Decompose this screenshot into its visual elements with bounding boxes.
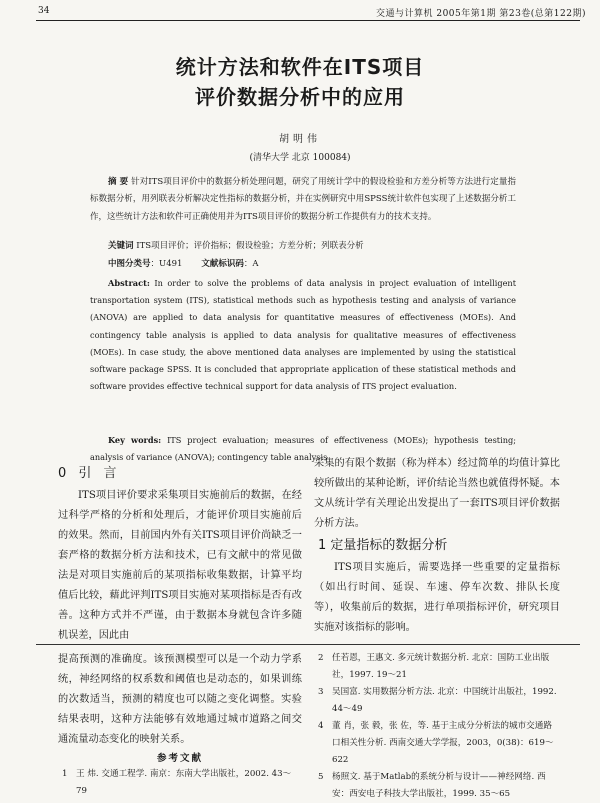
keywords-cn-label: 关键词 <box>108 241 134 251</box>
section-0-body <box>58 486 302 646</box>
abstract-cn-label: 摘 要 <box>108 177 129 187</box>
header-rule <box>36 20 580 21</box>
reference-item <box>314 650 560 684</box>
section-1-heading: 1 定量指标的数据分析 <box>318 538 448 553</box>
reference-number: 4 <box>318 721 324 731</box>
reference-item <box>314 684 560 718</box>
reference-number: 2 <box>318 653 324 663</box>
clc-value: U491 <box>159 259 183 269</box>
references-title: 参考文献 <box>156 753 203 764</box>
section-1-body <box>314 558 560 638</box>
author: 胡明伟 <box>279 134 321 145</box>
section-0-paragraph-cont: 采集的有限个数据（称为样本）经过简单的均值计算比较所做出的某种论断，评价结论当然也就值得怀疑。本文从统计学有关理论出发提出了一套ITS项目评价数据分析方法。 <box>314 458 560 529</box>
reference-text: 吴国富. 实用数据分析方法. 北京：中国统计出版社，1992. 44～49 <box>332 687 557 714</box>
references-list-left <box>58 766 302 800</box>
reference-text: 董 肖，张 毅，张 佐，等. 基于主成分分析法的城市交通路口相关性分析. 西南交通大学学报，2003，0(38)：619～622 <box>332 721 554 765</box>
section-0-heading: 0 引 言 <box>58 466 121 481</box>
paper-title <box>0 52 600 112</box>
doc-code-label: 文献标识码 <box>201 259 244 269</box>
page-number: 34 <box>38 6 50 16</box>
reference-item <box>314 718 560 769</box>
reference-number: 5 <box>318 772 324 782</box>
affiliation: (清华大学 北京 100084) <box>249 153 351 163</box>
reference-text: 王 炜. 交通工程学. 南京：东南大学出版社，2002. 43～79 <box>76 769 292 796</box>
section-0-continuation <box>314 454 560 534</box>
title-line-1: 统计方法和软件在ITS项目 <box>175 55 425 79</box>
doc-code-value: A <box>252 259 259 269</box>
reference-text: 杨照文. 基于Matlab的系统分析与设计——神经网络. 西安：西安电子科技大学出版社，1999. 35～65 <box>332 772 546 799</box>
abstract-en-text: In order to solve the problems of data analysis in project evaluation of intelligent transportation system (ITS), statistical methods such as hypothesis testing and analysis of variance (ANOVA) are applied to data analysis for quantitative measures of effectiveness (MOEs). And contingency table analysis is applied to data analysis for qualitative measures of effectiveness (MOEs). In case study, the above mentioned data analyses are implemented by using the statistical software package SPSS. It is concluded that appropriate application of these statistical methods and software provides effective technical support for data analysis of ITS project evaluation. <box>90 278 516 392</box>
reference-item <box>58 766 302 800</box>
reference-text: 任若恩，王惠文. 多元统计数据分析. 北京：国防工业出版社，1997. 19～21 <box>332 653 550 680</box>
abstract-cn-text: 针对ITS项目评价中的数据分析处理问题，研究了用统计学中的假设检验和方差分析等方法进行定量指标数据分析，用列联表分析解决定性指标的数据分析，并在实例研究中用SPSS统计软件包实现了上述数据分析工作，这些统计方法和软件可正确使用并为ITS项目评价的数据分析工作提供有力的技术支持。 <box>90 177 516 222</box>
page-divider <box>36 644 580 645</box>
clc-label: 中图分类号 <box>108 259 151 269</box>
journal-citation: 交通与计算机 2005年第1期 第23卷(总第122期) <box>375 9 586 19</box>
reference-number: 3 <box>318 687 324 697</box>
references-list-right <box>314 650 560 803</box>
running-header <box>0 4 600 20</box>
section-0-paragraph: ITS项目评价要求采集项目实施前后的数据，在经过科学严格的分析和处理后，才能评价项目实施前后的效果。然而，目前国内外有关ITS项目评价尚缺乏一套严格的数据分析方法和技术，已有文献中的常见做法是对项目实施前后的某项指标收集数据，计算平均值后比较，藉此评判ITS项目实施对某项指标是否有改善。这种方式并不严谨，由于数据本身就包含许多随机误差，因此由 <box>58 490 302 641</box>
abstract-en-label: Abstract: <box>108 278 150 288</box>
keywords-en-label: Key words: <box>108 435 162 445</box>
keywords-cn <box>108 238 516 255</box>
keywords-en-text: ITS project evaluation; measures of effectiveness (MOEs); hypothesis testing; analysis of variance (ANOVA); contingency table analysis <box>90 435 516 463</box>
reference-item <box>314 769 560 803</box>
abstract-en <box>90 275 516 395</box>
keywords-cn-text: ITS项目评价；评价指标；假设检验；方差分析；列联表分析 <box>136 241 364 251</box>
reference-number: 1 <box>62 769 68 779</box>
section-1-paragraph: ITS项目实施后，需要选择一些重要的定量指标（如出行时间、延误、车速、停车次数、排队长度等），收集前后的数据，进行单项指标评价，研究项目实施对该指标的影响。 <box>314 562 560 633</box>
continued-text <box>58 650 302 750</box>
title-line-2: 评价数据分析中的应用 <box>195 85 405 109</box>
continued-paragraph: 提高预测的准确度。该预测模型可以是一个动力学系统，神经网络的权系数和阈值也是动态的，如果训练的次数适当，预测的精度也可以随之变化调整。实验结果表明，这种方法能够有效地通过城市道路之间交通流量动态变化的映射关系。 <box>58 654 302 745</box>
classification: 中图分类号：U491 文献标识码：A <box>108 259 259 269</box>
abstract-cn <box>90 174 516 226</box>
